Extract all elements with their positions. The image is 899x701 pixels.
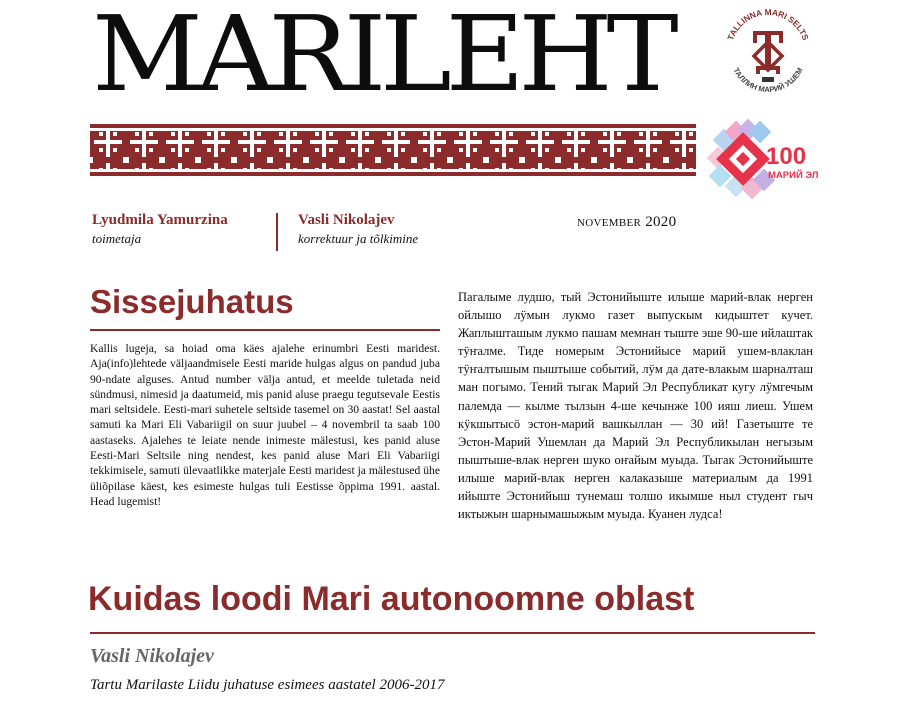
- intro-heading-rule: [90, 329, 440, 331]
- editor-role: korrektuur ja tõlkimine: [298, 231, 419, 246]
- editor-block-1: [92, 210, 228, 247]
- logo-100-number: 100: [766, 143, 807, 170]
- editor-divider: [276, 213, 278, 251]
- editor-name: Lyudmila Yamurzina: [92, 212, 228, 228]
- seal-emblem-icon: [753, 31, 783, 74]
- intro-body-mari: Пагалыме лудшо, тый Эстонийыште илыше марий-влак нерген ойлышо лӱмын лукмо газет выпускым кидыштет кучет. Жаплышташым лукмо пашам мемнан тыште эше 90-ше ийлаштак тӱҥалме. Тиде номерым Эстонийысе марий ушем-влаклан тӱҥалтышым пыштыше событий, лӱм да дате-влакым шарналташ ман погымо. Тений тыгак Марий Эл Республикат кугу лӱмгечым палемда — кылме тылзын 4-ше кечынже 100 ияш лиеш. Ушем кӱкшытысӧ эстон-марий вашкыллан — 30 ий! Газетыште те Эстон-Марий Ушемлан да Марий Эл Республикылан негызым пыштыше-влак нерген шуко оҥайым муыда. Тыгак Эстонийыште илыше марий-влак нерген калаказыше материалым да 1991 ийыште Эстонийыш тунемаш толшо икымше ныл студент гыч иктыжын шарнымашыжым муыда. Куанен лудса!: [458, 290, 813, 522]
- editor-name: Vasli Nikolajev: [298, 212, 395, 228]
- intro-heading: Sissejuhatus: [90, 283, 294, 320]
- seal-base-icon: [762, 77, 774, 82]
- seal-bottom-text: ТАЛЛИН МАРИЙ УШЕМ: [731, 66, 805, 95]
- intro-body-estonian: Kallis lugeja, sa hoiad oma käes ajalehe erinumbri Eesti maridest. Aja(info)lehtede väljaandmisele Eesti marіde hulgas algus on pandud juba 90-ndate alguses. Antud number välja antud, et meelde tuletada neid sündmusi, nimesid ja daatumeid, mis panid aluse praegu tegutsevale Eestis mari seltsidele. Eesti-mari suhetele seltside tasemel on 30 aastat! Sel aastal samuti ka Mari Eli Vabariigil on suur juubel – 4 novembril ta saab 100 aastaseks. Ajalehes te leiate nende inimeste mälestusi, kes panid aluse Eesti-Mari Seltsile ning nendest, kes panid aluse Mari Eli Vabariigi tekkimisele, samuti ülevaatlikke materjale Eesti maridest ja mälestused ühe üliõpilase käest, kes esimeste hulgas tuli Eestisse õppima 1991. aastal. Head lugemist!: [90, 342, 440, 508]
- seal-top-text: TALLINNA MARI SELTS: [725, 6, 811, 42]
- issue-month: november: [577, 214, 642, 230]
- editor-block-2: [298, 210, 418, 247]
- editor-role: toimetaja: [92, 231, 142, 246]
- article-author: Vasli Nikolajev: [90, 645, 214, 667]
- article-title-rule: [90, 632, 815, 634]
- masthead-title: MARILEHT: [92, 0, 673, 115]
- issue-year: 2020: [645, 214, 677, 230]
- marii-el-100-logo: [706, 118, 822, 202]
- article-title: Kuidas loodi Mari autonoomne oblast: [88, 580, 695, 618]
- logo-100-caption: МАРИЙ ЭЛ: [768, 170, 819, 181]
- tallinna-mari-selts-seal: [718, 2, 818, 102]
- folk-ornament-band: [90, 124, 696, 176]
- issue-date: [577, 212, 676, 232]
- article-affiliation: Tartu Marilaste Liidu juhatuse esimees aastatel 2006-2017: [90, 677, 445, 693]
